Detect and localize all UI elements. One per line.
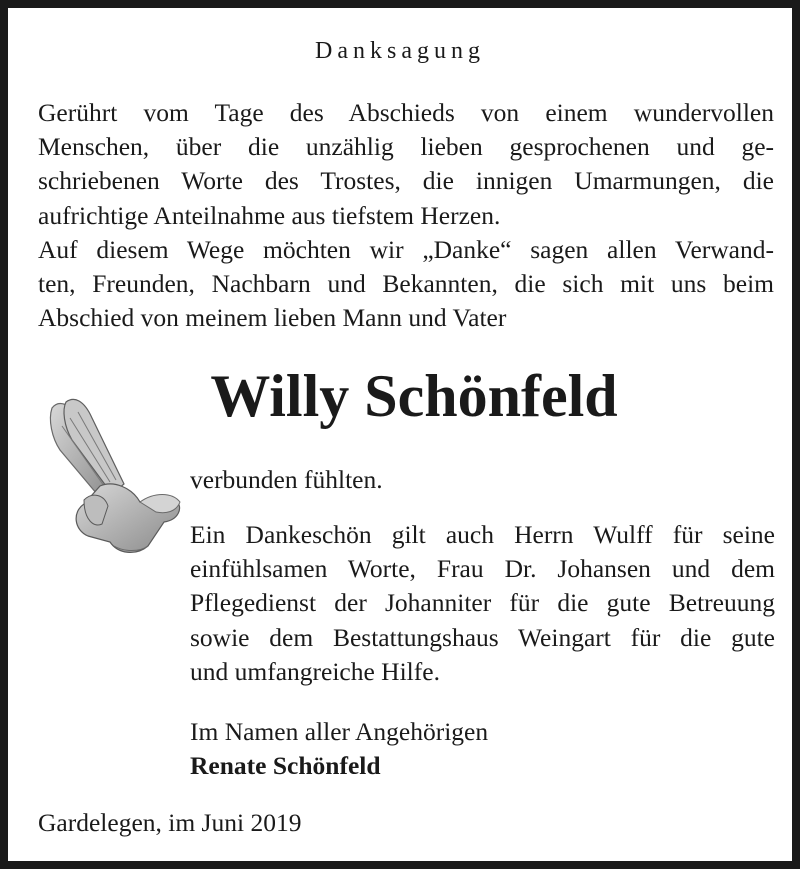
thanks-line: einfühlsamen Worte, Frau Dr. Johansen und dem (190, 554, 775, 584)
signer-name: Renate Schönfeld (190, 751, 381, 781)
intro-line: Menschen, über die unzählig lieben gesprochenen und ge- (38, 132, 774, 162)
intro-line: Auf diesem Wege möchten wir „Danke“ sagen allen Verwand- (38, 234, 774, 264)
connected-text: verbunden fühlten. (190, 465, 383, 494)
signature-intro: Im Namen aller Angehörigen (190, 717, 489, 746)
signature-block (190, 715, 775, 783)
deceased-name: Willy Schönfeld (210, 363, 618, 429)
intro-line: aufrichtige Anteilnahme aus tiefstem Herzen. (38, 200, 501, 230)
thanks-line: sowie dem Bestattungshaus Weingart für die gute (190, 622, 775, 652)
intro-line: schriebenen Worte des Trostes, die innigen Umarmungen, die (38, 166, 774, 196)
place-date: Gardelegen, im Juni 2019 (38, 808, 302, 837)
thanks-paragraph (190, 518, 775, 689)
praying-hands-icon (44, 396, 184, 561)
intro-line: Gerührt vom Tage des Abschieds von einem wundervollen (38, 98, 774, 127)
notice-heading: Danksagung (315, 38, 485, 64)
thanks-line: Pflegedienst der Johanniter für die gute Betreuung (190, 588, 775, 618)
thanks-line: und umfangreiche Hilfe. (190, 656, 440, 686)
intro-line: Abschied von meinem lieben Mann und Vater (38, 303, 507, 333)
intro-paragraph (38, 96, 774, 335)
thanks-line: Ein Dankeschön gilt auch Herrn Wulff für seine (190, 520, 775, 549)
intro-line: ten, Freunden, Nachbarn und Bekannten, die sich mit uns beim (38, 269, 774, 299)
